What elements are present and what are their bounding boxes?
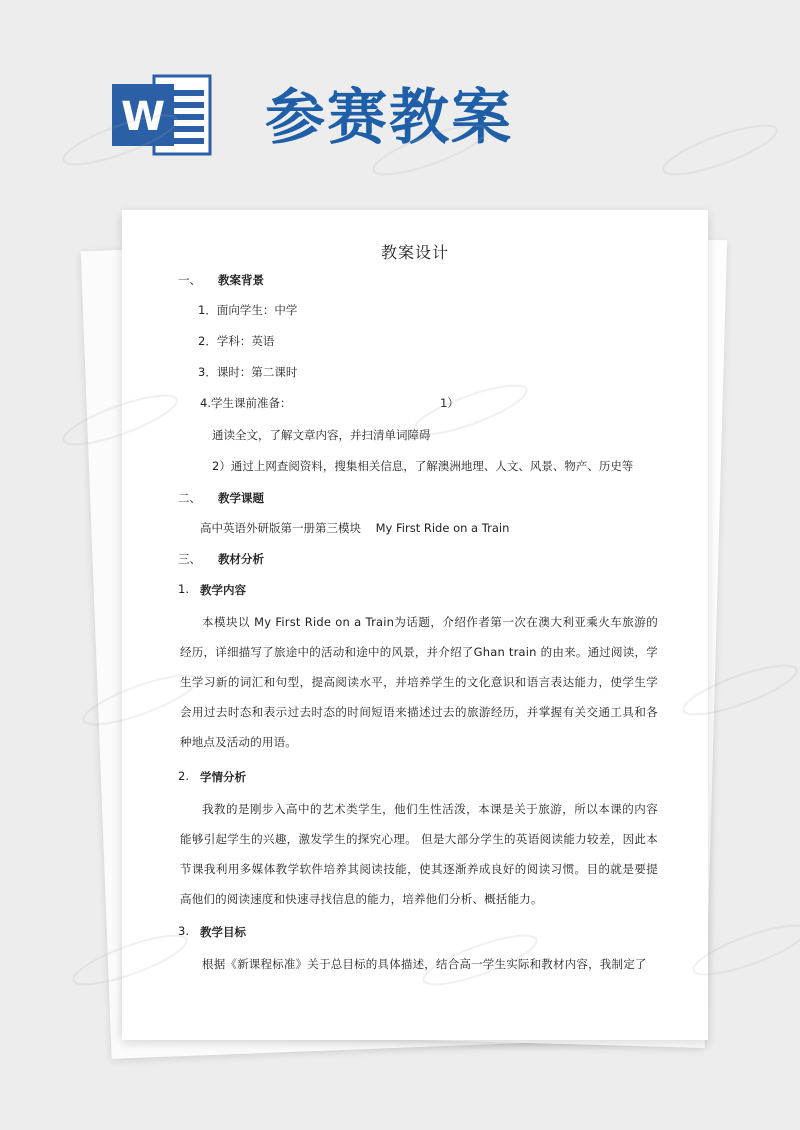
subsection-3-paragraph: 根据《新课程标准》关于总目标的具体描述，结合高一学生实际和教材内容，我制定了 [202, 957, 647, 971]
word-logo-letter: W [120, 94, 166, 140]
section-1-number: 一、 [178, 273, 201, 287]
section-1-item-4-label: 4.学生课前准备： [200, 396, 292, 410]
subsection-2-heading: 学情分析 [200, 770, 246, 784]
subsection-1-heading: 教学内容 [200, 583, 246, 597]
banner-title: 参赛教案 [265, 83, 513, 153]
word-logo-icon [112, 70, 212, 160]
subsection-1-number: 1. [178, 582, 189, 596]
section-2-text: 高中英语外研版第一册第三模块 My First Ride on a Train [200, 521, 510, 535]
subsection-3-number: 3. [178, 924, 189, 938]
section-3-heading: 教材分析 [218, 552, 264, 566]
subsection-2-paragraph: 我教的是刚步入高中的艺术类学生，他们生性活泼，本课是关于旅游，所以本课的内容能够引起学生的兴趣，激发学生的探究心理。 但是大部分学生的英语阅读能力较差，因此本节课我利用多媒体教学软件培养其阅读技能，使其逐渐养成良好的阅读习惯。目的就是要提高他们的阅读速度和快速寻找信息的能力，培养他们分析、概括能力。 [180, 802, 658, 906]
section-1-item-4-line-2: 2）通过上网查阅资料，搜集相关信息，了解澳洲地理、人文、风景、物产、历史等 [212, 459, 634, 473]
section-1-item-4-num: 1） [440, 396, 459, 410]
document-title: 教案设计 [380, 243, 449, 262]
section-1-item-4-line-1: 通读全文，了解文章内容，并扫清单词障碍 [212, 428, 431, 442]
section-2-number: 二、 [178, 491, 201, 505]
document-page [122, 210, 708, 1040]
section-2-heading: 教学课题 [218, 491, 264, 505]
subsection-3-heading: 教学目标 [200, 925, 246, 939]
section-3-number: 三、 [178, 552, 201, 566]
subsection-2-number: 2. [178, 769, 189, 783]
subsection-1-paragraph: 本模块以 My First Ride on a Train为话题，介绍作者第一次在澳大利亚乘火车旅游的经历，详细描写了旅途中的活动和途中的风景，并介绍了Ghan train 的由来。通过阅读，学生学习新的词汇和句型，提高阅读水平，并培养学生的文化意识和语言表达能力，使学生学会用过去时态和表示过去时态的时间短语来描述过去的旅游经历，并掌握有关交通工具和各种地点及活动的用语。 [180, 615, 658, 749]
section-1-heading: 教案背景 [218, 273, 264, 287]
section-1-item-1: 1．面向学生：中学 [198, 303, 298, 317]
banner-header [0, 0, 800, 200]
section-1-item-2: 2．学科：英语 [198, 334, 275, 348]
document-body [122, 210, 708, 1040]
section-1-item-3: 3．课时：第二课时 [198, 365, 298, 379]
